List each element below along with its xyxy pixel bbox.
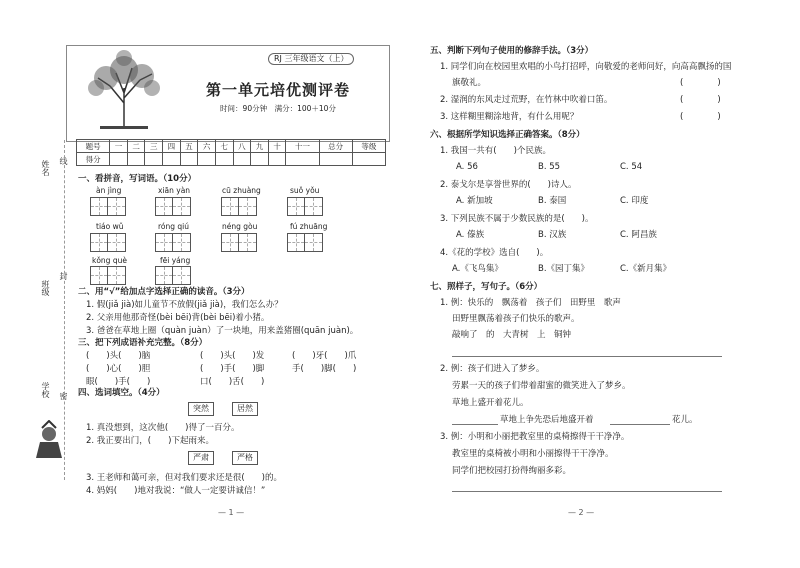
score-cell: 三 xyxy=(145,140,163,153)
score-cell: 八 xyxy=(233,140,251,153)
pinyin-label: fēi yáng xyxy=(160,256,191,265)
score-cell: 总分 xyxy=(319,140,352,153)
pinyin-label: fú zhuāng xyxy=(290,222,328,231)
writing-grid[interactable] xyxy=(221,233,257,252)
answer-line[interactable] xyxy=(452,356,722,357)
decorative-figure-icon xyxy=(32,420,66,460)
score-input-cell[interactable] xyxy=(145,153,163,166)
question-item: 3. 王老师和蔼可亲，但对我们要求还是很( )的。 xyxy=(86,473,282,483)
pinyin-label: suǒ yǒu xyxy=(290,186,320,195)
idiom-item: ( )牙( )爪 xyxy=(292,351,357,361)
score-input-cell[interactable] xyxy=(163,153,181,166)
example-line: 1. 例：快乐的 飘荡着 孩子们 田野里 歌声 xyxy=(440,298,621,308)
option-b[interactable]: B. 泰国 xyxy=(538,196,567,206)
margin-line-label: 线 xyxy=(59,157,68,165)
score-cell: 四 xyxy=(163,140,181,153)
margin-class-label: 班级 xyxy=(41,280,50,296)
score-cell: 九 xyxy=(251,140,269,153)
pinyin-label: kǒng què xyxy=(92,256,127,265)
writing-grid[interactable] xyxy=(90,197,126,216)
question-item: 1. 真没想到，这次他( )得了一百分。 xyxy=(86,423,240,433)
question-item: 1. 我国一共有( )个民族。 xyxy=(440,146,551,156)
example-line: 2. 例：孩子们进入了梦乡。 xyxy=(440,364,545,374)
section-1-title: 一、看拼音，写词语。（10分） xyxy=(78,174,197,184)
page-number: — 1 — xyxy=(218,508,245,517)
example-line: 田野里飘荡着孩子们快乐的歌声。 xyxy=(452,314,580,324)
exam-info: 时间：90分钟 满分：100＋10分 xyxy=(220,104,336,113)
option-b[interactable]: B.《园丁集》 xyxy=(538,264,590,274)
option-a[interactable]: A.《飞鸟集》 xyxy=(452,264,503,274)
margin-school-label: 学校 xyxy=(41,382,50,398)
idiom-item: ( )头( )发 xyxy=(200,351,265,361)
writing-grid[interactable] xyxy=(221,197,257,216)
score-cell: 等级 xyxy=(352,140,385,153)
score-table-header-row xyxy=(77,140,386,153)
pinyin-label: xiān yàn xyxy=(158,186,191,195)
idiom-item: 眼( )手( ) xyxy=(86,377,151,387)
score-table xyxy=(76,139,386,166)
idiom-item: ( )心( )胆 xyxy=(86,364,151,374)
example-line: 3. 例：小明和小丽把教室里的桌椅擦得干干净净。 xyxy=(440,432,630,442)
section-5-title: 五、判断下列句子使用的修辞手法。（3分） xyxy=(430,46,594,56)
idiom-item: 手( )脚( ) xyxy=(292,364,357,374)
idiom-item: 口( )舌( ) xyxy=(200,377,265,387)
exercise-line: 草地上盛开着花儿。 xyxy=(452,398,529,408)
score-cell: 题号 xyxy=(77,140,110,153)
option-b[interactable]: B. 55 xyxy=(538,162,561,172)
score-cell: 五 xyxy=(180,140,198,153)
option-a[interactable]: A. 56 xyxy=(456,162,478,172)
page-title: 第一单元培优测评卷 xyxy=(205,81,350,99)
score-cell: 七 xyxy=(215,140,233,153)
option-a[interactable]: A. 新加坡 xyxy=(456,196,493,206)
option-c[interactable]: C.《新月集》 xyxy=(620,264,672,274)
pinyin-label: tiáo wǔ xyxy=(96,222,124,231)
margin-name-label: 姓名 xyxy=(41,160,50,176)
pinyin-label: róng qiú xyxy=(158,222,190,231)
option-c[interactable]: C. 阿昌族 xyxy=(620,230,657,240)
section-2-title: 二、用“√”给加点字选择正确的读音。（3分） xyxy=(78,287,250,297)
option-c[interactable]: C. 54 xyxy=(620,162,643,172)
grade-badge: RJ 三年级语文（上） xyxy=(268,53,354,65)
section-7-title: 七、照样子，写句子。（6分） xyxy=(430,282,543,292)
answer-blank[interactable]: ( ) xyxy=(680,112,721,122)
option-a[interactable]: A. 傣族 xyxy=(456,230,485,240)
writing-grid[interactable] xyxy=(155,197,191,216)
writing-grid[interactable] xyxy=(155,266,191,285)
score-input-cell[interactable] xyxy=(233,153,251,166)
idiom-item: ( )手( )脚 xyxy=(200,364,265,374)
example-line: 劳累一天的孩子们带着甜蜜的微笑进入了梦乡。 xyxy=(452,381,631,391)
margin-dense-label: 密 xyxy=(59,392,68,400)
score-input-cell[interactable] xyxy=(352,153,385,166)
score-input-cell[interactable] xyxy=(215,153,233,166)
writing-grid[interactable] xyxy=(287,197,323,216)
score-cell: 二 xyxy=(127,140,145,153)
question-item: 3. 爸爸在草地上圈（quàn juàn）了一块地，用来盖猪圈(quān juàn)。 xyxy=(86,326,359,336)
answer-line[interactable] xyxy=(610,424,670,425)
score-cell: 十 xyxy=(268,140,286,153)
tree-illustration xyxy=(80,48,168,130)
pinyin-label: àn jìng xyxy=(96,186,122,195)
word-option: 突然 xyxy=(188,402,214,416)
score-input-cell[interactable] xyxy=(127,153,145,166)
answer-line[interactable] xyxy=(452,491,722,492)
question-item: 2. 泰戈尔是享誉世界的( )诗人。 xyxy=(440,180,577,190)
question-item: 1. 假(jiǎ jià)如儿童节不放假(jiǎ jià)，我们怎么办？ xyxy=(86,300,283,310)
word-option: 严肃 xyxy=(188,451,214,465)
option-b[interactable]: B. 汉族 xyxy=(538,230,567,240)
score-input-cell[interactable] xyxy=(251,153,269,166)
pinyin-label: cū zhuàng xyxy=(222,186,261,195)
score-row-label: 得分 xyxy=(77,153,110,166)
score-input-cell[interactable] xyxy=(268,153,286,166)
word-option: 居然 xyxy=(232,402,258,416)
section-6-title: 六、根据所学知识选择正确答案。（8分） xyxy=(430,130,585,140)
question-item: 2. 我正要出门，( )下起雨来。 xyxy=(86,436,214,446)
question-item: 旗敬礼。 xyxy=(452,78,487,88)
question-item: 2. 湿润的东风走过荒野，在竹林中吹着口笛。 xyxy=(440,95,613,105)
question-item: 3. 这样糊里糊涂地背，有什么用呢？ xyxy=(440,112,579,122)
question-item: 4. 妈妈( )地对我说：“做人一定要讲诚信！” xyxy=(86,486,266,496)
score-input-cell[interactable] xyxy=(319,153,352,166)
exercise-line: 草地上争先恐后地盛开着 xyxy=(500,415,594,425)
exercise-line: 敲响了 的 大青树 上 铜钟 xyxy=(452,330,572,340)
score-input-cell[interactable] xyxy=(110,153,128,166)
question-item: 3. 下列民族不属于少数民族的是( )。 xyxy=(440,214,594,224)
example-line: 教室里的桌椅被小明和小丽擦得干干净净。 xyxy=(452,449,614,459)
pinyin-label: néng gòu xyxy=(222,222,258,231)
answer-blank[interactable]: ( ) xyxy=(680,95,721,105)
question-item: 1. 同学们向在校园里欢唱的小鸟打招呼，向敬爱的老师问好，向高高飘扬的国 xyxy=(440,62,732,72)
writing-grid[interactable] xyxy=(155,233,191,252)
writing-grid[interactable] xyxy=(90,233,126,252)
score-input-cell[interactable] xyxy=(286,153,319,166)
section-3-title: 三、把下列成语补充完整。（8分） xyxy=(78,338,208,348)
exercise-line: 同学们把校园打扮得绚丽多彩。 xyxy=(452,466,572,476)
word-option: 严格 xyxy=(232,451,258,465)
score-cell: 一 xyxy=(110,140,128,153)
writing-grid[interactable] xyxy=(287,233,323,252)
question-item: 4.《花的学校》选自( )。 xyxy=(440,248,549,258)
score-input-cell[interactable] xyxy=(198,153,216,166)
idiom-item: ( )头( )脑 xyxy=(86,351,151,361)
option-c[interactable]: C. 印度 xyxy=(620,196,649,206)
score-table-score-row xyxy=(77,153,386,166)
exercise-line: 花儿。 xyxy=(672,415,698,425)
answer-blank[interactable]: ( ) xyxy=(680,78,721,88)
margin-seal-label: 封 xyxy=(59,272,68,280)
page-number: — 2 — xyxy=(568,508,595,517)
score-cell: 六 xyxy=(198,140,216,153)
score-cell: 十一 xyxy=(286,140,319,153)
section-4-title: 四、选词填空。（4分） xyxy=(78,388,165,398)
answer-line[interactable] xyxy=(452,424,498,425)
score-input-cell[interactable] xyxy=(180,153,198,166)
question-item: 2. 父亲用他那奇怪(bèi bēi)背(bèi bēi)着小猪。 xyxy=(86,313,270,323)
writing-grid[interactable] xyxy=(90,266,126,285)
